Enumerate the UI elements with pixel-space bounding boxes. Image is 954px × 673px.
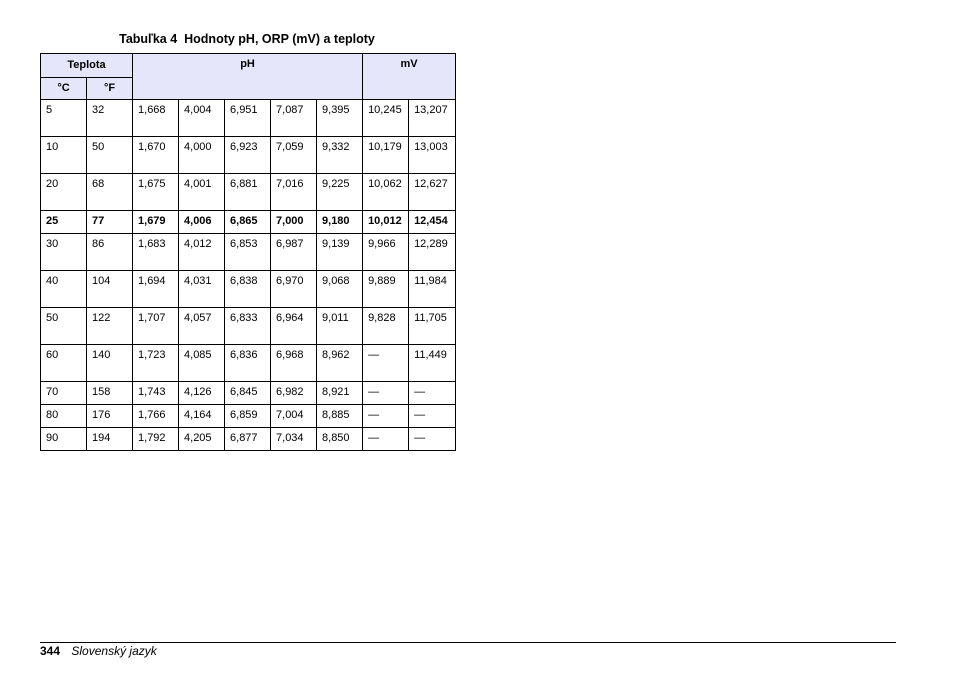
table-cell: 4,164: [179, 405, 225, 428]
table-cell: 6,987: [271, 234, 317, 271]
table-cell: 140: [87, 345, 133, 382]
table-cell: 8,921: [317, 382, 363, 405]
table-cell: 9,828: [363, 308, 409, 345]
table-cell: 11,705: [409, 308, 456, 345]
table-cell: 7,004: [271, 405, 317, 428]
table-cell: 1,766: [133, 405, 179, 428]
table-row: [41, 345, 456, 382]
table-cell: 1,668: [133, 100, 179, 137]
table-cell: 1,792: [133, 428, 179, 451]
table-cell: —: [363, 382, 409, 405]
table-cell: 1,670: [133, 137, 179, 174]
table-cell: 6,881: [225, 174, 271, 211]
table-row: [41, 405, 456, 428]
table-cell: 20: [41, 174, 87, 211]
table-cell: 68: [87, 174, 133, 211]
table-cell: 1,707: [133, 308, 179, 345]
table-cell: 6,970: [271, 271, 317, 308]
table-cell: 9,180: [317, 211, 363, 234]
table-cell: 11,984: [409, 271, 456, 308]
table-cell: 90: [41, 428, 87, 451]
table-cell: 9,889: [363, 271, 409, 308]
table-cell: 158: [87, 382, 133, 405]
table-cell: 176: [87, 405, 133, 428]
table-cell: 1,694: [133, 271, 179, 308]
page-footer: [40, 644, 157, 658]
table-cell: 6,982: [271, 382, 317, 405]
table-cell: 11,449: [409, 345, 456, 382]
table-row: [41, 174, 456, 211]
table-cell: 4,000: [179, 137, 225, 174]
table-cell: 10,062: [363, 174, 409, 211]
table-cell: 7,034: [271, 428, 317, 451]
table-cell: 6,845: [225, 382, 271, 405]
table-cell: 1,675: [133, 174, 179, 211]
table-cell: —: [409, 428, 456, 451]
table-cell: 194: [87, 428, 133, 451]
table-cell: 1,683: [133, 234, 179, 271]
table-cell: 40: [41, 271, 87, 308]
table-row: [41, 428, 456, 451]
table-cell: —: [363, 428, 409, 451]
table-cell: 4,001: [179, 174, 225, 211]
table-row: [41, 271, 456, 308]
table-cell: 70: [41, 382, 87, 405]
table-cell: 4,031: [179, 271, 225, 308]
table-cell: 9,332: [317, 137, 363, 174]
table-cell: 1,723: [133, 345, 179, 382]
table-cell: 6,923: [225, 137, 271, 174]
table-cell: 6,836: [225, 345, 271, 382]
table-cell: 6,865: [225, 211, 271, 234]
table-cell: 13,207: [409, 100, 456, 137]
table-cell: 4,126: [179, 382, 225, 405]
table-cell: 12,627: [409, 174, 456, 211]
table-cell: 7,000: [271, 211, 317, 234]
table-cell: 10: [41, 137, 87, 174]
table-cell: 6,859: [225, 405, 271, 428]
table-cell: 80: [41, 405, 87, 428]
header-row-groups: [41, 54, 456, 78]
table-cell: 4,205: [179, 428, 225, 451]
table-cell: 6,838: [225, 271, 271, 308]
table-cell: 12,454: [409, 211, 456, 234]
table-cell: 10,012: [363, 211, 409, 234]
header-temperature: Teplota: [41, 54, 133, 78]
table-cell: 13,003: [409, 137, 456, 174]
table-cell: 122: [87, 308, 133, 345]
table-cell: 50: [41, 308, 87, 345]
table-cell: 10,245: [363, 100, 409, 137]
table-cell: 9,225: [317, 174, 363, 211]
table-cell: 6,951: [225, 100, 271, 137]
table-cell: 7,087: [271, 100, 317, 137]
table-cell: 6,968: [271, 345, 317, 382]
table-cell: 77: [87, 211, 133, 234]
table-cell: 12,289: [409, 234, 456, 271]
table-cell: 9,395: [317, 100, 363, 137]
table-cell: 104: [87, 271, 133, 308]
table-cell: 6,833: [225, 308, 271, 345]
ph-orp-temperature-table: [40, 53, 456, 451]
table-cell: 4,057: [179, 308, 225, 345]
table-cell: —: [363, 405, 409, 428]
table-row: [41, 100, 456, 137]
table-cell: 4,085: [179, 345, 225, 382]
table-cell: 9,139: [317, 234, 363, 271]
table-row: [41, 308, 456, 345]
table-cell: 10,179: [363, 137, 409, 174]
table-caption: Tabuľka 4 Hodnoty pH, ORP (mV) a teploty: [119, 32, 375, 46]
table-cell: 6,853: [225, 234, 271, 271]
table-cell: 25: [41, 211, 87, 234]
table-cell: 30: [41, 234, 87, 271]
page-number: 344: [40, 644, 61, 658]
table-cell: 50: [87, 137, 133, 174]
table-cell: 8,962: [317, 345, 363, 382]
table-cell: 7,059: [271, 137, 317, 174]
table-row: [41, 234, 456, 271]
table-cell: —: [363, 345, 409, 382]
table-cell: 9,011: [317, 308, 363, 345]
footer-divider: [40, 642, 896, 643]
table-cell: 4,012: [179, 234, 225, 271]
table-cell: 4,004: [179, 100, 225, 137]
table-cell: 9,966: [363, 234, 409, 271]
table-cell: 8,850: [317, 428, 363, 451]
table-cell: 32: [87, 100, 133, 137]
header-fahrenheit: °F: [87, 78, 133, 100]
table-cell: 6,964: [271, 308, 317, 345]
table-cell: 9,068: [317, 271, 363, 308]
table-cell: 1,743: [133, 382, 179, 405]
table-cell: 60: [41, 345, 87, 382]
header-celsius: °C: [41, 78, 87, 100]
table-row: [41, 137, 456, 174]
table-cell: 5: [41, 100, 87, 137]
table-cell: 8,885: [317, 405, 363, 428]
header-ph: pH: [133, 54, 363, 100]
table-cell: —: [409, 382, 456, 405]
table-cell: —: [409, 405, 456, 428]
table-cell: 4,006: [179, 211, 225, 234]
table-body: [41, 100, 456, 451]
table-row: [41, 382, 456, 405]
table-cell: 6,877: [225, 428, 271, 451]
table-cell: 7,016: [271, 174, 317, 211]
footer-language: Slovenský jazyk: [71, 644, 157, 658]
table-cell: 1,679: [133, 211, 179, 234]
table-row: [41, 211, 456, 234]
header-mv: mV: [363, 54, 456, 100]
table-cell: 86: [87, 234, 133, 271]
